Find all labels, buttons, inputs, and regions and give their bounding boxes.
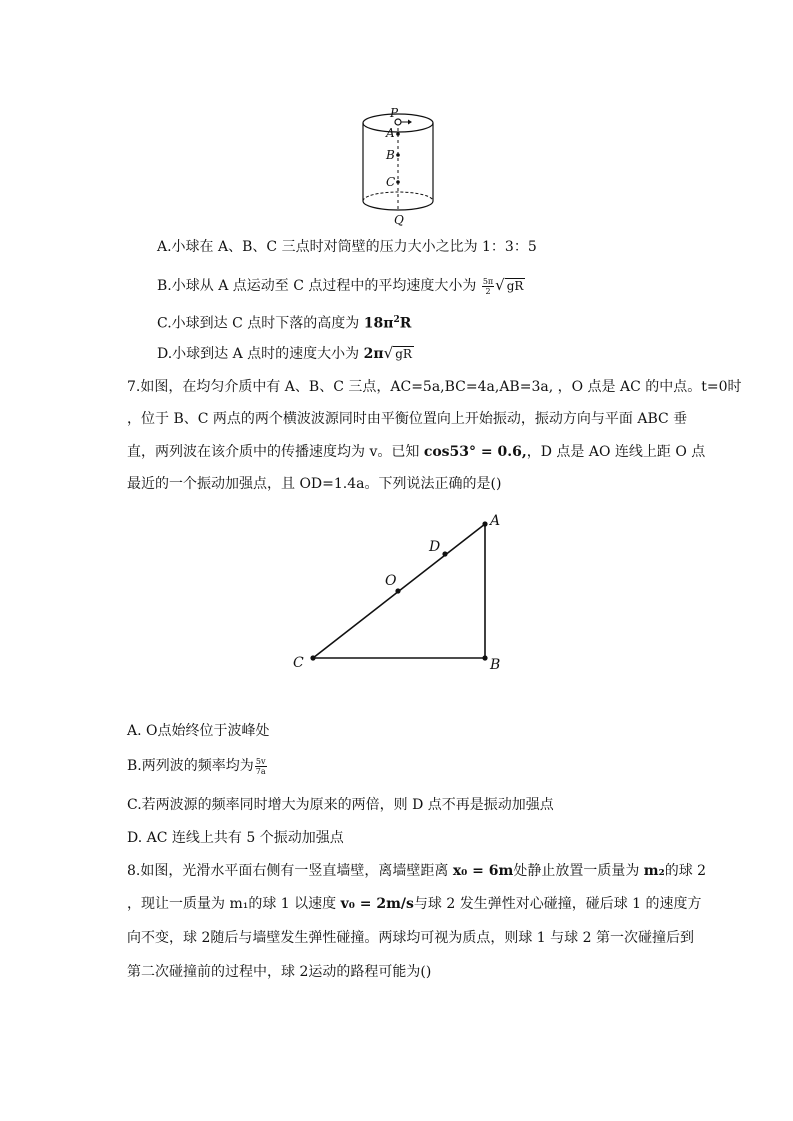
label-p: P [390,106,399,120]
q8-line-1 [127,861,706,881]
fraction-denominator: 2 [485,286,491,296]
point-c [310,655,315,660]
point-b [396,153,400,157]
q7-option-b-fraction [255,757,267,776]
q6-option-a: A.小球在 A、B、C 三点时对筒壁的压力大小之比为 1：3：5 [157,239,537,255]
label-b: B [386,148,395,162]
q7-option-b-text: B.两列波的频率均为 [127,758,254,774]
point-d [442,551,447,556]
fraction-numerator: 5π [482,276,494,286]
q6-option-d-sqrt: gR [395,347,412,361]
q8-line-2 [127,894,702,914]
q7-line-3 [127,442,705,462]
q6-option-c-exponent: 2 [393,315,400,325]
q7-option-a: A. O点始终位于波峰处 [127,723,270,739]
fraction-numerator: 5v [255,756,266,766]
q7-option-d: D. AC 连线上共有 5 个振动加强点 [127,830,344,846]
q6-option-b-sqrt: gR [506,279,524,293]
q8-line-1-mid: 处静止放置一质量为 [513,863,644,879]
velocity-arrowhead [408,120,412,125]
label-c: C [293,655,304,671]
q8-distance-formula: x₀ = 6m [452,863,514,879]
q7-line-1: 7.如图，在均匀介质中有 A、B、C 三点，AC=5a,BC=4a,AB=3a, ，O 点是 AC 的中点。t=0时 [127,379,742,395]
q6-option-b-fraction [482,277,494,296]
sqrt-icon: √ [495,276,505,294]
q7-line-2: ，位于 B、C 两点的两个横波波源同时由平衡位置向上开始振动，振动方向与平面 ABC 垂 [127,411,688,427]
point-a [396,132,400,136]
q6-option-d [157,343,414,364]
q6-option-c-unit: R [399,315,412,332]
label-b: B [490,657,501,673]
triangle-figure [285,505,515,680]
q7-line-4: 最近的一个振动加强点，且 OD=1.4a。下列说法正确的是() [127,476,502,492]
point-o [395,588,400,593]
q6-option-c-text: C.小球到达 C 点时下落的高度为 [157,315,364,332]
q6-option-c [157,310,411,334]
point-b [482,655,487,660]
q8-line-1-text: 8.如图，光滑水平面右侧有一竖直墙壁，离墙壁距离 [127,863,453,879]
q8-line-2-suffix: 与球 2 发生弹性对心碰撞，碰后球 1 的速度方 [413,896,702,912]
q7-option-b [127,756,268,776]
q6-option-d-text: D.小球到达 A 点时的速度大小为 [157,346,364,362]
q6-option-b [157,275,525,296]
label-o: O [385,573,397,589]
q8-line-4: 第二次碰撞前的过程中，球 2运动的路程可能为() [127,964,432,980]
q7-line-3-text: 直，两列波在该介质中的传播速度均为 v。已知 [127,444,424,460]
point-a [482,521,487,526]
point-c [396,180,400,184]
q7-option-c: C.若两波源的频率同时增大为原来的两倍，则 D 点不再是振动加强点 [127,797,554,813]
label-a: A [386,126,395,140]
label-d: D [429,539,441,555]
q6-option-d-value: 2π [363,346,384,362]
q8-line-3: 向不变，球 2随后与墙壁发生弹性碰撞。两球均可视为质点，则球 1 与球 2 第一次碰撞后到 [127,930,694,946]
label-a: A [490,513,501,529]
q7-cos-formula: cos53° = 0.6, [423,444,527,460]
q8-line-2-text: ，现让一质量为 m₁的球 1 以速度 [127,896,341,912]
q6-option-b-text: B.小球从 A 点运动至 C 点过程中的平均速度大小为 [157,278,481,294]
label-c: C [386,175,396,189]
q8-line-1-suffix: 的球 2 [664,863,707,879]
sqrt-icon: √ [383,344,394,362]
q7-line-3-suffix: ，D 点是 AO 连线上距 O 点 [526,444,706,460]
q6-option-c-value: 18π [363,315,394,332]
fraction-denominator: 7a [255,766,266,776]
label-q: Q [394,213,404,227]
cylinder-figure [350,100,450,228]
q8-velocity-formula: v₀ = 2m/s [340,896,414,912]
q8-mass-symbol: m₂ [643,863,665,879]
